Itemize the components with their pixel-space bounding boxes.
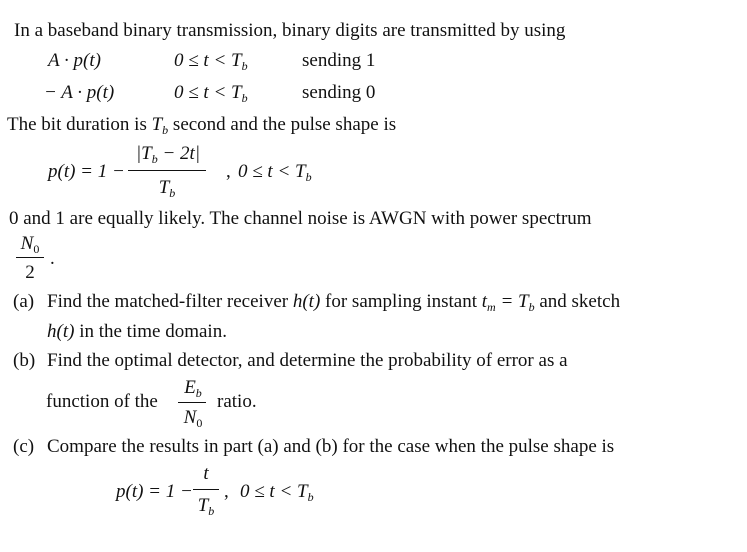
pulse2-range: $0 \le t < T_b$ (240, 481, 314, 504)
pulse1-denominator: $T_b$ (158, 177, 176, 200)
signal-1-expr: A · p(t) (48, 50, 101, 71)
ratio-denominator: $N_0$ (183, 407, 203, 430)
ratio-fraction-bar (178, 402, 206, 403)
signal-1-desc: sending 1 (302, 50, 376, 71)
part-b-line2: function of the (46, 391, 158, 412)
part-c-label: (c) (13, 436, 35, 457)
psd-fraction-bar (16, 257, 44, 258)
pulse2-denominator: $T_b$ (197, 495, 215, 518)
part-a-line2: h(t) in the time domain. (47, 321, 227, 342)
signal-0-expr: − A · p(t) (44, 82, 115, 103)
psd-numerator: $N_0$ (20, 233, 40, 256)
pulse2-comma: , (224, 481, 229, 502)
ratio-numerator: $E_b$ (184, 377, 202, 400)
pulse1-comma: , (226, 161, 231, 182)
intro-text: In a baseband binary transmission, binary digits are transmitted by using (14, 20, 566, 41)
pulse1-range: $0 \le t < T_b$ (238, 161, 312, 184)
part-a-line1: Find the matched-filter receiver h(t) for sampling instant $t_m = T_b$ and sketch (47, 291, 621, 314)
psd-denominator: 2 (25, 262, 35, 283)
part-b-ratio-word: ratio. (217, 391, 257, 412)
part-a-label: (a) (13, 291, 35, 312)
bit-duration-text: The bit duration is $T_b$ second and the pulse shape is (7, 114, 397, 137)
signal-1-range: $0 \le t < T_b$ (174, 50, 248, 73)
part-c-text: Compare the results in part (a) and (b) for the case when the pulse shape is (47, 436, 615, 457)
pulse2-fraction-bar (193, 489, 219, 490)
pulse1-fraction-bar (128, 170, 206, 171)
signal-0-desc: sending 0 (302, 82, 376, 103)
part-b-line1: Find the optimal detector, and determine the probability of error as a (47, 350, 568, 371)
psd-period: . (50, 248, 55, 269)
pulse1-lhs: p(t) = 1 − (48, 161, 125, 182)
pulse2-numerator: t (203, 463, 209, 484)
noise-text: 0 and 1 are equally likely. The channel noise is AWGN with power spectrum (9, 208, 592, 229)
pulse2-lhs: p(t) = 1 − (116, 481, 193, 502)
signal-0-range: $0 \le t < T_b$ (174, 82, 248, 105)
pulse1-numerator: $|T_b - 2t|$ (135, 143, 201, 166)
part-b-label: (b) (13, 350, 36, 371)
